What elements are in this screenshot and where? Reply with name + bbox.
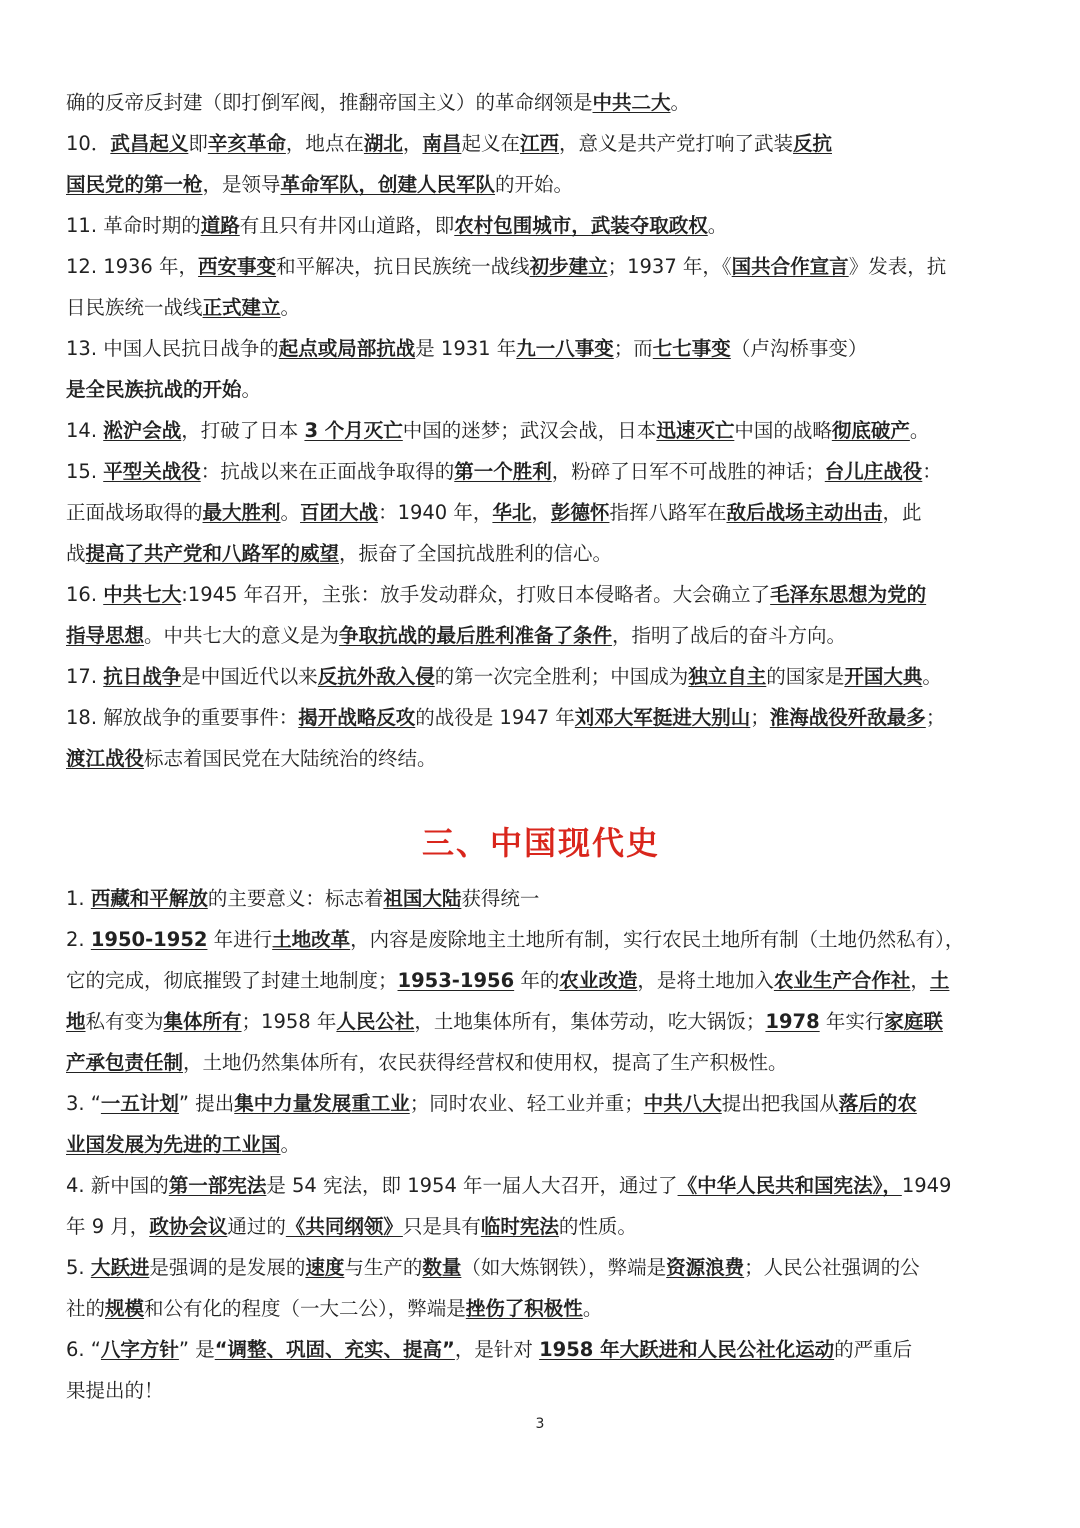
emphasized-text: 《中华人民共和国宪法》， [677,1174,902,1197]
text-segment: 11. 革命时期的 [66,214,201,237]
text-line [66,1370,1016,1411]
emphasized-text: 刘邓大军挺进大别山 [574,706,751,729]
text-segment: ：1940 年， [378,501,493,524]
emphasized-text: 数量 [422,1256,462,1279]
emphasized-text: 地 [66,1010,86,1033]
emphasized-text: 1953-1956 [397,969,515,992]
emphasized-text: 辛亥革命 [207,132,286,155]
text-segment: ， [402,132,423,155]
text-segment: ： [922,460,942,483]
emphasized-text: 家庭联 [884,1010,943,1033]
text-segment: 。 [922,665,942,688]
emphasized-text: 《共同纲领》 [285,1215,403,1238]
text-segment: ；1937 年，《 [607,255,732,278]
text-segment: 。 [280,296,301,319]
text-segment: 的性质。 [558,1215,637,1238]
text-segment: 17. [66,665,104,688]
emphasized-text: 抗日战争 [103,665,182,688]
text-segment: （卢沟桥事变） [730,337,868,360]
text-segment: 3. “ [66,1092,101,1115]
text-segment: 年实行 [819,1010,885,1033]
text-segment: 年的 [514,969,560,992]
emphasized-text: 指导思想 [66,624,145,647]
text-line [66,164,1016,205]
emphasized-text: 揭开战略反攻 [298,706,416,729]
text-segment: 提出把我国从 [721,1092,839,1115]
emphasized-text: 产承包责任制 [66,1051,184,1074]
text-segment: 4. 新中国的 [66,1174,169,1197]
emphasized-text: 一五计划 [100,1092,179,1115]
text-segment: 的国家是 [766,665,845,688]
text-line [66,1288,1016,1329]
text-segment: 13. 中国人民抗日战争的 [66,337,279,360]
emphasized-text: 大跃进 [90,1256,150,1279]
text-line [66,492,1016,533]
emphasized-text: 迅速灭亡 [656,419,735,442]
emphasized-text: 资源浪费 [666,1256,745,1279]
text-line [66,574,1016,615]
section-title: 三、中国现代史 [421,824,660,862]
emphasized-text: 武昌起义 [110,132,189,155]
text-segment: 是中国近代以来 [181,665,318,688]
text-segment: 私有变为 [85,1010,164,1033]
emphasized-text: 敌后战场主动出击 [726,501,883,524]
text-segment: 只是具有 [402,1215,481,1238]
text-segment: 它的完成，彻底摧毁了封建土地制度； [66,969,398,992]
text-line [66,328,1016,369]
emphasized-text: 土 [929,969,950,992]
text-segment: 即 [188,132,208,155]
emphasized-text: 毛泽东思想为党的 [770,583,927,606]
text-line [66,246,1016,287]
text-line [66,1247,1016,1288]
text-segment: 正面战场取得的 [66,501,203,524]
emphasized-text: 临时宪法 [480,1215,559,1238]
text-segment: 的严重后 [834,1338,913,1361]
emphasized-text: 是全民族抗战的开始 [66,378,242,401]
text-segment: 社的 [66,1297,106,1320]
emphasized-text: 农业改造 [559,969,638,992]
emphasized-text: 挫伤了积极性 [465,1297,583,1320]
text-segment: 。 [707,214,728,237]
text-segment: 。 [280,501,301,524]
text-segment: 有且只有井冈山道路，即 [239,214,455,237]
text-segment: 与生产的 [344,1256,423,1279]
text-segment: ；人民公社强调的公 [744,1256,920,1279]
text-segment: 。 [280,1133,301,1156]
text-segment: （如大炼钢铁），弊端是 [461,1256,667,1279]
text-line [66,1165,1016,1206]
text-line [66,410,1016,451]
emphasized-text: 南昌 [422,132,462,155]
text-segment: ，土地仍然集体所有，农民获得经营权和使用权，提高了生产积极性。 [183,1051,788,1074]
text-segment: 中国的迷梦；武汉会战，日本 [402,419,657,442]
text-line [66,451,1016,492]
emphasized-text: 淞沪会战 [103,419,182,442]
text-segment: ； [925,706,946,729]
emphasized-text: 九一八事变 [516,337,614,360]
emphasized-text: 农村包围城市，武装夺取政权 [454,214,708,237]
text-segment: 果提出的！ [66,1379,164,1402]
emphasized-text: 起点或局部抗战 [278,337,416,360]
text-segment: 14. [66,419,104,442]
emphasized-text: 祖国大陆 [383,887,462,910]
emphasized-text: 1958 年大跃进和人民公社化运动 [539,1338,835,1361]
text-segment: ，土地集体所有，集体劳动，吃大锅饭； [414,1010,766,1033]
text-segment: ；而 [613,337,653,360]
text-segment: ，打破了日本 [181,419,305,442]
text-segment: 。 [241,378,262,401]
emphasized-text: 西藏和平解放 [90,887,208,910]
text-segment: ，粉碎了日军不可战胜的神话； [551,460,825,483]
text-line [66,697,1016,738]
text-segment: 年进行 [207,928,273,951]
text-segment: 获得统一 [461,887,540,910]
text-segment: 。 [582,1297,603,1320]
text-line [66,1042,1016,1083]
text-segment: ，指明了战后的奋斗方向。 [612,624,847,647]
emphasized-text: 争取抗战的最后胜利准备了条件 [339,624,613,647]
emphasized-text: 反抗外敌入侵 [317,665,435,688]
text-segment: 战 [66,542,86,565]
text-segment: 年 9 月， [66,1215,150,1238]
text-segment: 10． [66,132,111,155]
emphasized-text: 国共合作宣言 [731,255,849,278]
page-number: 3 [535,1416,545,1432]
text-segment: ； [750,706,770,729]
text-segment: 确的反帝反封建（即打倒军阀，推翻帝国主义）的革命纲领是 [66,91,593,114]
text-segment: 。中共七大的意义是为 [144,624,340,647]
text-segment: 和公有化的程度（一大二公），弊端是 [144,1297,466,1320]
text-segment: ，是针对 [454,1338,540,1361]
text-segment: 16. [66,583,104,606]
text-segment: ，是将土地加入 [637,969,774,992]
emphasized-text: 七七事变 [652,337,731,360]
text-segment: 。 [670,91,691,114]
text-line [66,369,1016,410]
text-segment: 1. [66,887,91,910]
text-segment: ， [910,969,930,992]
emphasized-text: 中共七大 [103,583,182,606]
text-segment: 18. 解放战争的重要事件： [66,706,299,729]
text-segment: 的主要意义：标志着 [207,887,384,910]
emphasized-text: 3 个月灭亡 [304,419,403,442]
text-line [66,1329,1016,1370]
text-segment: ，振奋了全国抗战胜利的信心。 [339,542,613,565]
emphasized-text: 独立自主 [688,665,767,688]
text-line [66,738,1016,779]
emphasized-text: 彻底破产 [831,419,910,442]
emphasized-text: 中共二大 [592,91,671,114]
emphasized-text: 开国大典 [844,665,923,688]
text-segment: 起义在 [461,132,520,155]
text-segment: :1945 年召开，主张：放手发动群众，打败日本侵略者。大会确立了 [181,583,771,606]
text-segment: 和平解决，抗日民族统一战线 [276,255,530,278]
emphasized-text: 西安事变 [198,255,277,278]
emphasized-text: 江西 [519,132,559,155]
emphasized-text: 第一个胜利 [454,460,552,483]
text-segment: ” 是 [178,1338,215,1361]
text-segment: 是强调的是发展的 [149,1256,306,1279]
emphasized-text: 革命军队，创建人民军队 [280,173,496,196]
text-segment: ， [531,501,551,524]
text-segment: ，内容是废除地主土地所有制，实行农民土地所有制（土地仍然私有）， [350,928,965,951]
text-line [66,1206,1016,1247]
emphasized-text: 湖北 [363,132,403,155]
text-segment: 15. [66,460,104,483]
section-2-content [66,82,1016,779]
text-segment: 1949 [901,1174,952,1197]
text-segment: 的第一次完全胜利；中国成为 [434,665,689,688]
text-segment: ：抗战以来在正面战争取得的 [200,460,455,483]
text-line [66,1083,1016,1124]
text-line [66,123,1016,164]
emphasized-text: 人民公社 [336,1010,415,1033]
text-segment: ” 提出 [178,1092,235,1115]
emphasized-text: 政协会议 [149,1215,228,1238]
emphasized-text: 集中力量发展重工业 [234,1092,410,1115]
text-segment: 》发表，抗 [848,255,947,278]
text-segment: 通过的 [227,1215,286,1238]
text-segment: 中国的战略 [734,419,832,442]
emphasized-text: 反抗 [792,132,832,155]
text-line [66,656,1016,697]
text-segment: ，是领导 [202,173,281,196]
emphasized-text: 农业生产合作社 [773,969,911,992]
text-segment: 是 1931 年 [415,337,517,360]
emphasized-text: 第一部宪法 [168,1174,267,1197]
emphasized-text: 中共八大 [643,1092,722,1115]
emphasized-text: 渡江战役 [66,747,145,770]
emphasized-text: 国民党的第一枪 [66,173,203,196]
text-segment: 2. [66,928,91,951]
emphasized-text: 集体所有 [163,1010,242,1033]
text-segment: 标志着国民党在大陆统治的终结。 [144,747,437,770]
text-line [66,919,1016,960]
text-segment: ，地点在 [285,132,364,155]
emphasized-text: 落后的农 [838,1092,917,1115]
text-line [66,287,1016,328]
text-segment: 12. 1936 年， [66,255,199,278]
emphasized-text: “调整、巩固、充实、提高” [214,1338,455,1361]
text-line [66,533,1016,574]
text-segment: ；同时农业、轻工业并重； [409,1092,644,1115]
text-line [66,960,1016,1001]
emphasized-text: 土地改革 [272,928,351,951]
emphasized-text: 道路 [200,214,240,237]
emphasized-text: 平型关战役 [103,460,201,483]
text-line [66,205,1016,246]
document-page [66,82,1016,1411]
text-segment: 6. “ [66,1338,101,1361]
text-segment: 。 [909,419,930,442]
text-segment: ；1958 年 [241,1010,337,1033]
emphasized-text: 速度 [305,1256,345,1279]
emphasized-text: 规模 [105,1297,145,1320]
text-segment: 日民族统一战线 [66,296,203,319]
text-segment: ，此 [882,501,922,524]
emphasized-text: 淮海战役歼敌最多 [769,706,926,729]
text-segment: 的开始。 [495,173,574,196]
text-segment: 的战役是 1947 年 [415,706,575,729]
emphasized-text: 提高了共产党和八路军的威望 [85,542,340,565]
text-segment: 5. [66,1256,91,1279]
emphasized-text: 正式建立 [202,296,281,319]
text-segment: ，意义是共产党打响了武装 [558,132,793,155]
emphasized-text: 华北 [492,501,532,524]
text-line [66,878,1016,919]
emphasized-text: 八字方针 [100,1338,179,1361]
emphasized-text: 最大胜利 [202,501,281,524]
emphasized-text: 业国发展为先进的工业国 [66,1133,281,1156]
emphasized-text: 初步建立 [529,255,608,278]
text-line [66,1001,1016,1042]
text-line [66,615,1016,656]
emphasized-text: 1978 [765,1010,820,1033]
emphasized-text: 台儿庄战役 [824,460,923,483]
emphasized-text: 彭德怀 [550,501,610,524]
text-line [66,82,1016,123]
section-3-content [66,878,1016,1411]
emphasized-text: 1950-1952 [90,928,208,951]
text-segment: 指挥八路军在 [609,501,727,524]
text-line [66,1124,1016,1165]
emphasized-text: 百团大战 [300,501,379,524]
text-segment: 是 54 宪法，即 1954 年一届人大召开，通过了 [266,1174,678,1197]
